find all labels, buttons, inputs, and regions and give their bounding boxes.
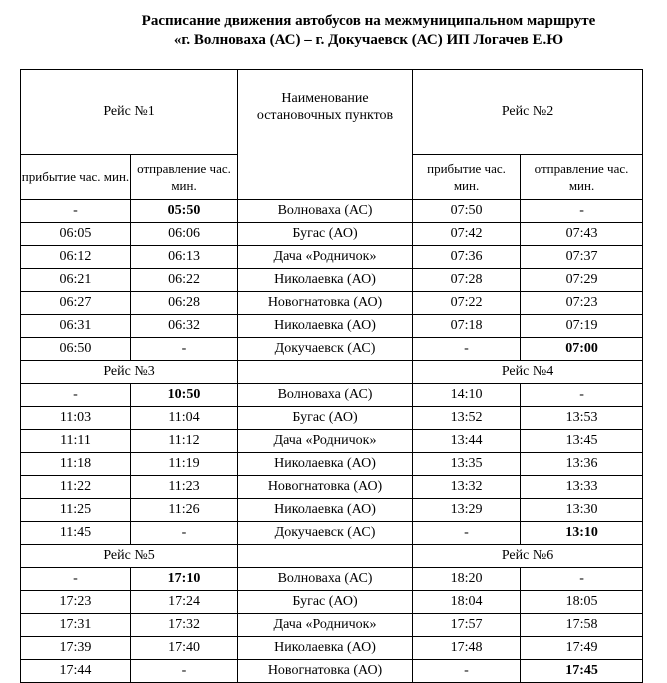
arrival-cell: 07:18	[413, 314, 521, 337]
departure-cell: 07:19	[521, 314, 643, 337]
stop-name-cell: Николаевка (АО)	[238, 452, 413, 475]
departure-cell: 17:24	[131, 590, 238, 613]
title-line-2: «г. Волноваха (АС) – г. Докучаевск (АС) ИП Логачев Е.Ю	[173, 32, 564, 48]
departure-cell: 13:53	[521, 406, 643, 429]
arrival-cell: 07:22	[413, 291, 521, 314]
trip-section-header	[21, 360, 643, 383]
stop-name-cell: Дача «Родничок»	[238, 245, 413, 268]
stop-name-cell: Волноваха (АС)	[238, 567, 413, 590]
arrival-cell: 14:10	[413, 383, 521, 406]
arrival-cell: 17:44	[21, 659, 131, 682]
table-row	[21, 383, 643, 406]
departure-cell: 13:30	[521, 498, 643, 521]
arrival-cell: 17:39	[21, 636, 131, 659]
trip-left-label: Рейс №3	[21, 360, 238, 383]
departure-cell: 13:33	[521, 475, 643, 498]
arrival-cell: 11:11	[21, 429, 131, 452]
arrival-cell: 13:52	[413, 406, 521, 429]
departure-cell: 06:13	[131, 245, 238, 268]
arrival-cell: 06:31	[21, 314, 131, 337]
trip-right-header: Рейс №2	[413, 70, 643, 155]
arrival-cell: 18:20	[413, 567, 521, 590]
departure-cell: 18:05	[521, 590, 643, 613]
departure-cell: -	[521, 199, 643, 222]
arrival-cell: 11:45	[21, 521, 131, 544]
trip-left-label: Рейс №5	[21, 544, 238, 567]
table-row	[21, 406, 643, 429]
arrival-cell: 11:25	[21, 498, 131, 521]
stop-name-cell: Новогнатовка (АО)	[238, 659, 413, 682]
table-row	[21, 659, 643, 682]
departure-cell: 17:40	[131, 636, 238, 659]
stop-name-cell: Докучаевск (АС)	[238, 521, 413, 544]
document-title	[0, 12, 667, 50]
arrival-cell: 07:50	[413, 199, 521, 222]
stop-name-cell: Волноваха (АС)	[238, 199, 413, 222]
arrival-cell: 07:28	[413, 268, 521, 291]
departure-cell: 11:04	[131, 406, 238, 429]
departure-cell: 11:19	[131, 452, 238, 475]
table-row	[21, 613, 643, 636]
departure-cell: -	[131, 659, 238, 682]
stop-name-cell: Бугас (АО)	[238, 222, 413, 245]
stop-name-cell: Николаевка (АО)	[238, 636, 413, 659]
arrival-cell: 06:21	[21, 268, 131, 291]
arrival-cell: 06:12	[21, 245, 131, 268]
stop-column-header-cont	[238, 154, 413, 199]
departure-cell: -	[521, 383, 643, 406]
arrival-cell: 17:31	[21, 613, 131, 636]
arrival-cell: -	[21, 567, 131, 590]
stop-name-cell: Дача «Родничок»	[238, 429, 413, 452]
arrival-cell: 17:48	[413, 636, 521, 659]
departure-header-right: отправление час. мин.	[521, 154, 643, 199]
stop-name-cell: Бугас (АО)	[238, 406, 413, 429]
table-row	[21, 268, 643, 291]
table-row	[21, 314, 643, 337]
departure-cell: 17:49	[521, 636, 643, 659]
departure-cell: 07:29	[521, 268, 643, 291]
departure-cell: 13:10	[521, 521, 643, 544]
table-row	[21, 291, 643, 314]
table-row	[21, 245, 643, 268]
arrival-cell: 13:32	[413, 475, 521, 498]
stop-name-cell: Докучаевск (АС)	[238, 337, 413, 360]
stop-name-cell: Николаевка (АО)	[238, 268, 413, 291]
table-row	[21, 452, 643, 475]
arrival-cell: 11:22	[21, 475, 131, 498]
stop-column-header: Наименование остановочных пунктов	[238, 70, 413, 155]
departure-cell: 07:43	[521, 222, 643, 245]
stop-name-cell: Николаевка (АО)	[238, 314, 413, 337]
arrival-header-left: прибытие час. мин.	[21, 154, 131, 199]
schedule-table	[20, 69, 643, 683]
table-row	[21, 429, 643, 452]
arrival-cell: 07:42	[413, 222, 521, 245]
arrival-cell: 13:44	[413, 429, 521, 452]
departure-cell: 13:45	[521, 429, 643, 452]
arrival-cell: 06:27	[21, 291, 131, 314]
table-row	[21, 337, 643, 360]
arrival-cell: 17:23	[21, 590, 131, 613]
table-row	[21, 222, 643, 245]
trip-section-spacer	[238, 360, 413, 383]
departure-header-left: отправление час. мин.	[131, 154, 238, 199]
stop-name-cell: Бугас (АО)	[238, 590, 413, 613]
stop-name-cell: Дача «Родничок»	[238, 613, 413, 636]
departure-cell: 17:32	[131, 613, 238, 636]
arrival-cell: 13:35	[413, 452, 521, 475]
arrival-cell: 11:03	[21, 406, 131, 429]
table-row	[21, 498, 643, 521]
arrival-cell: 11:18	[21, 452, 131, 475]
arrival-cell: -	[413, 521, 521, 544]
table-row	[21, 475, 643, 498]
departure-cell: 06:28	[131, 291, 238, 314]
stop-name-cell: Николаевка (АО)	[238, 498, 413, 521]
arrival-cell: -	[413, 659, 521, 682]
stop-name-cell: Новогнатовка (АО)	[238, 291, 413, 314]
title-line-1: Расписание движения автобусов на межмуниципальном маршруте	[141, 13, 596, 29]
departure-cell: 10:50	[131, 383, 238, 406]
departure-cell: 11:12	[131, 429, 238, 452]
departure-cell: 11:26	[131, 498, 238, 521]
departure-cell: 06:22	[131, 268, 238, 291]
table-row	[21, 199, 643, 222]
departure-cell: 17:58	[521, 613, 643, 636]
trip-section-spacer	[238, 544, 413, 567]
arrival-cell: 07:36	[413, 245, 521, 268]
arrival-cell: 18:04	[413, 590, 521, 613]
departure-cell: -	[521, 567, 643, 590]
departure-cell: 17:10	[131, 567, 238, 590]
trip-right-label: Рейс №4	[413, 360, 643, 383]
arrival-cell: 06:05	[21, 222, 131, 245]
arrival-cell: -	[21, 383, 131, 406]
arrival-cell: 06:50	[21, 337, 131, 360]
departure-cell: 05:50	[131, 199, 238, 222]
departure-cell: 11:23	[131, 475, 238, 498]
table-row	[21, 567, 643, 590]
departure-cell: 07:23	[521, 291, 643, 314]
table-row	[21, 590, 643, 613]
table-row	[21, 521, 643, 544]
trip-right-label: Рейс №6	[413, 544, 643, 567]
departure-cell: -	[131, 521, 238, 544]
arrival-header-right: прибытие час. мин.	[413, 154, 521, 199]
arrival-cell: -	[21, 199, 131, 222]
trip-section-header	[21, 544, 643, 567]
stop-name-cell: Новогнатовка (АО)	[238, 475, 413, 498]
arrival-cell: 17:57	[413, 613, 521, 636]
table-row	[21, 636, 643, 659]
departure-cell: 07:37	[521, 245, 643, 268]
departure-cell: 06:06	[131, 222, 238, 245]
stop-name-cell: Волноваха (АС)	[238, 383, 413, 406]
departure-cell: 06:32	[131, 314, 238, 337]
arrival-cell: -	[413, 337, 521, 360]
departure-cell: 07:00	[521, 337, 643, 360]
departure-cell: 13:36	[521, 452, 643, 475]
trip-left-header: Рейс №1	[21, 70, 238, 155]
departure-cell: -	[131, 337, 238, 360]
departure-cell: 17:45	[521, 659, 643, 682]
arrival-cell: 13:29	[413, 498, 521, 521]
